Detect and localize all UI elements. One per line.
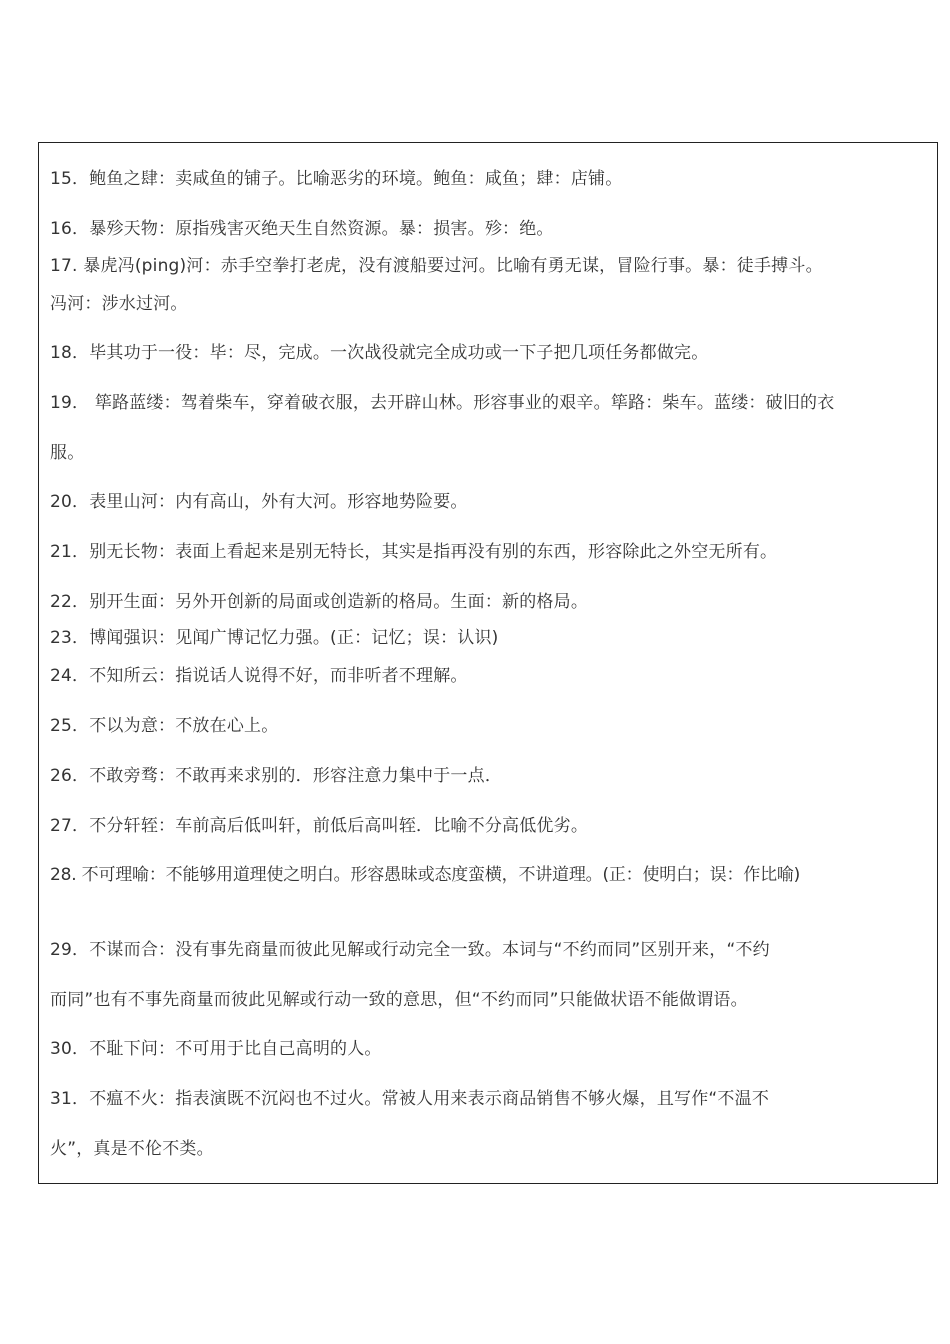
entry-19-line-1: 19． 筚路蓝缕：驾着柴车，穿着破衣服，去开辟山林。形容事业的艰辛。筚路：柴车。蓝缕：破旧的衣 — [50, 393, 835, 413]
entry-19-line-2: 服。 — [50, 443, 85, 463]
entry-30: 30．不耻下问：不可用于比自己高明的人。 — [50, 1039, 382, 1059]
entry-29-line-1: 29．不谋而合：没有事先商量而彼此见解或行动完全一致。本词与“不约而同”区别开来，“不约 — [50, 940, 770, 960]
entry-29 — [50, 940, 929, 1010]
entry-23: 23．博闻强识：见闻广博记忆力强。(正：记忆；误：认识) — [50, 628, 499, 648]
entry-21: 21．别无长物：表面上看起来是别无特长，其实是指再没有别的东西，形容除此之外空无所有。 — [50, 542, 778, 562]
entry-17-line-1: 17. 暴虎冯(ping)河：赤手空拳打老虎，没有渡船要过河。比喻有勇无谋，冒险行事。暴：徒手搏斗。 — [50, 256, 823, 276]
content-box — [38, 142, 938, 1184]
entry-25: 25．不以为意：不放在心上。 — [50, 716, 279, 736]
entry-31-line-2: 火”，真是不伦不类。 — [50, 1139, 214, 1159]
entry-31-line-1: 31．不瘟不火：指表演既不沉闷也不过火。常被人用来表示商品销售不够火爆，且写作“不温不 — [50, 1089, 770, 1109]
entry-19 — [50, 393, 929, 463]
entry-16: 16．暴殄天物：原指残害灭绝天生自然资源。暴：损害。殄：绝。 — [50, 219, 554, 239]
entry-24: 24．不知所云：指说话人说得不好，而非听者不理解。 — [50, 666, 468, 686]
entry-22: 22．别开生面：另外开创新的局面或创造新的格局。生面：新的格局。 — [50, 592, 589, 612]
entry-26: 26．不敢旁骛：不敢再来求别的．形容注意力集中于一点． — [50, 766, 503, 786]
entry-29-line-2: 而同”也有不事先商量而彼此见解或行动一致的意思，但“不约而同”只能做状语不能做谓语。 — [50, 990, 748, 1010]
entry-20: 20．表里山河：内有高山，外有大河。形容地势险要。 — [50, 492, 468, 512]
entry-18: 18．毕其功于一役：毕：尽，完成。一次战役就完全成功或一下子把几项任务都做完。 — [50, 343, 709, 363]
entry-27: 27．不分轩轾：车前高后低叫轩，前低后高叫轾．比喻不分高低优劣。 — [50, 816, 589, 836]
entry-31 — [50, 1089, 929, 1159]
entry-17 — [50, 256, 929, 314]
entry-15: 15．鲍鱼之肆：卖咸鱼的铺子。比喻恶劣的环境。鲍鱼：咸鱼；肆：店铺。 — [50, 169, 623, 189]
entry-28: 28. 不可理喻：不能够用道理使之明白。形容愚昧或态度蛮横，不讲道理。(正：使明白；误：作比喻) — [50, 865, 801, 885]
entry-17-line-2: 冯河：涉水过河。 — [50, 294, 188, 314]
